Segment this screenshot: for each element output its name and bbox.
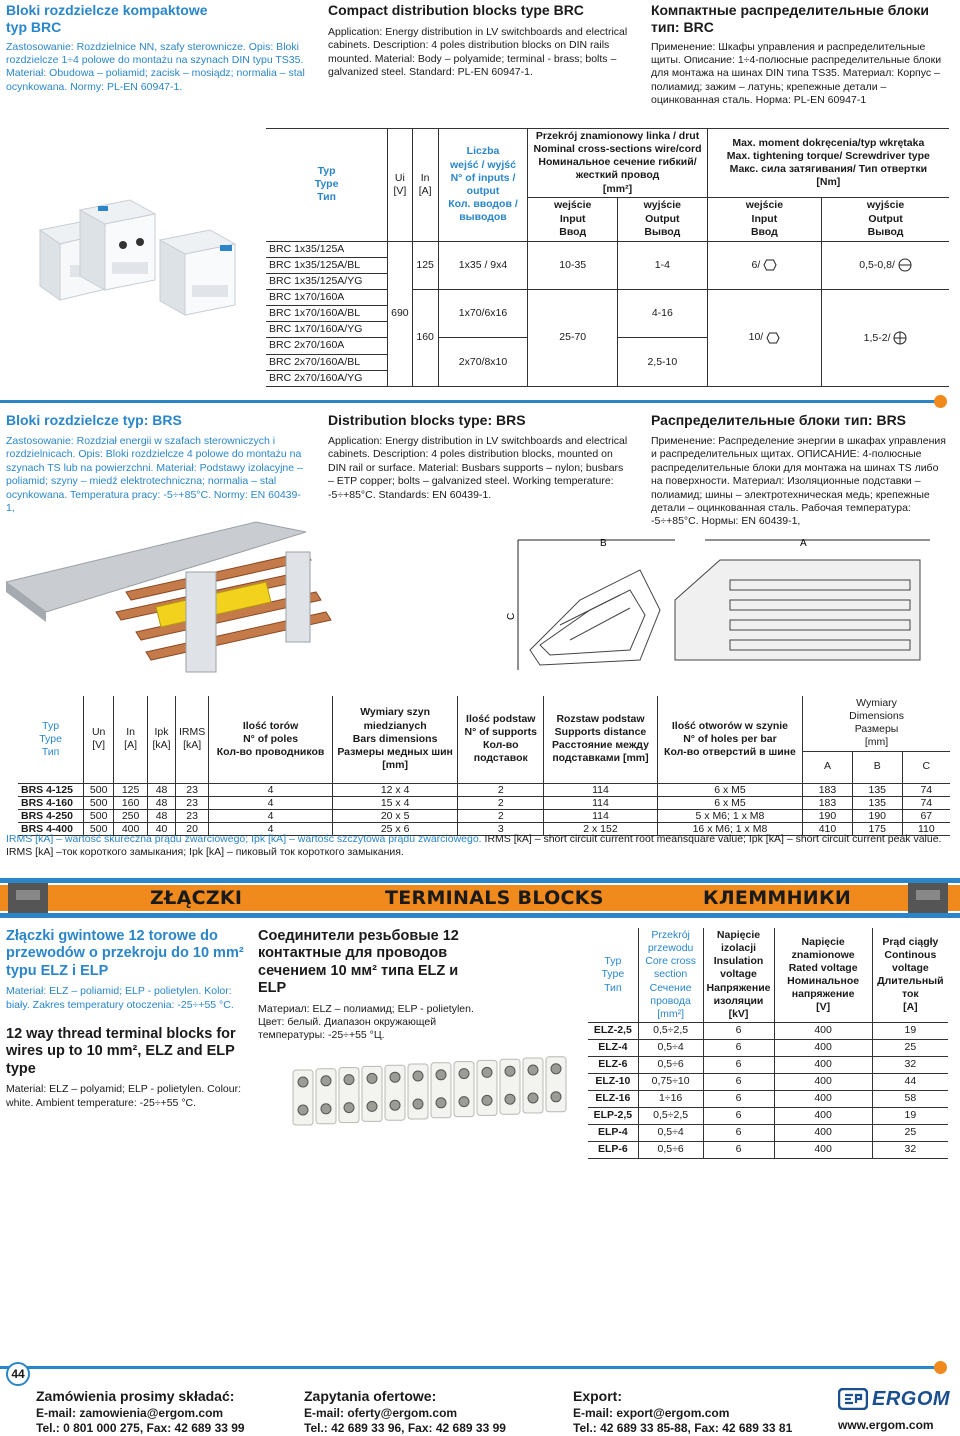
brc-tq-out-2 — [822, 290, 949, 387]
terminals-ru-title: Соединители резьбовые 12 контактные для проводов сечением 10 мм² типа ELZ и ELP — [258, 928, 459, 997]
terminals-cell: 6 — [703, 1141, 774, 1158]
brs-cell: 175 — [852, 822, 902, 835]
term-h-type: Typ Type Тип — [588, 928, 638, 1022]
brs-ru-title: Распределительные блоки тип: BRS — [651, 412, 907, 428]
terminal-module — [408, 1064, 428, 1119]
brs-h-irms: IRMS [kA] — [176, 696, 209, 783]
terminals-cell: 6 — [703, 1056, 774, 1073]
terminals-cell: 0,5÷2,5 — [638, 1022, 703, 1039]
terminal-module — [385, 1065, 405, 1120]
brc-tq-in-1 — [707, 241, 821, 289]
terminals-cell: 6 — [703, 1039, 774, 1056]
brc-h-sec-in: wejście Input Ввод — [528, 197, 618, 241]
terminal-module — [431, 1063, 451, 1118]
brs-cell: 16 x M6; 1 x M8 — [657, 822, 802, 835]
orders-label: Zamówienia prosimy składać: — [36, 1388, 235, 1404]
brs-cell: 48 — [148, 809, 176, 822]
brc-type-0: BRC 1x35/125A — [266, 241, 388, 257]
terminals-row — [588, 1107, 948, 1124]
brc-sec-out-2: 4-16 — [618, 290, 708, 338]
brs-cell: 135 — [852, 796, 902, 809]
brc-ui: 690 — [388, 241, 413, 386]
brs-h-a: A — [803, 751, 853, 783]
brs-cell: 114 — [544, 796, 658, 809]
term-h-rated-text: Napięcie znamionowe Rated voltage Номинальное напряжение [V] — [787, 935, 860, 1014]
terminals-en-title: 12 way thread terminal blocks for wires up to 10 mm², ELZ and ELP type — [6, 1026, 236, 1077]
brand-name: ERGOM — [872, 1388, 951, 1410]
brc-count-3: 2x70/8x10 — [438, 338, 528, 386]
brc-tq-in-2-text: 10/ — [748, 331, 764, 344]
brs-pl-title: Bloki rozdzielcze typ: BRS — [6, 412, 182, 428]
brc-h-count: Liczba wejść / wyjść N° of inputs / output Кол. вводов / выводов — [438, 129, 528, 242]
brs-pl-block — [6, 412, 306, 515]
terminal-module — [339, 1068, 359, 1123]
terminals-cell: 58 — [872, 1090, 948, 1107]
brs-cell: 23 — [176, 809, 209, 822]
terminals-cell: 44 — [872, 1073, 948, 1090]
brs-cell: 3 — [458, 822, 544, 835]
brs-row — [18, 809, 950, 822]
quote-tel: Tel.: 42 689 33 96, Fax: 42 689 33 99 — [304, 1420, 506, 1435]
brc-type-1: BRC 1x35/125A/BL — [266, 257, 388, 273]
brc-ru-text: Применение: Шкафы управления и распределительные щиты. Описание: 1÷4-полюсные распределительные блоки для монтажа на шинах DIN типа TS35. Материал: Корпус – полиамид; зажим – латунь; крепежные детали – оцинкованная сталь. Норма: PL-EN 60947-1 — [651, 40, 942, 107]
brs-cell: 110 — [902, 822, 950, 835]
quote-email[interactable]: E-mail: oferty@ergom.com — [304, 1405, 458, 1420]
brs-cell: 500 — [84, 822, 114, 835]
brc-pl-text: Zastosowanie: Rozdzielnice NN, szafy sterownicze. Opis: Bloki rozdzielcze 1÷4 polowe do montażu na szynach DIN typu TS35. Materiał: Obudowa – poliamid; zacisk – mosiądz; normalia – stal ocynkowana. Normy: PL-EN 60947-1. — [6, 40, 305, 93]
terminals-cell: 6 — [703, 1124, 774, 1141]
banner-ru: КЛЕММНИКИ — [703, 887, 852, 909]
terminals-cell: 400 — [774, 1056, 872, 1073]
brc-sec-in-2: 25-70 — [528, 290, 618, 387]
brs-cell: 114 — [544, 783, 658, 796]
brc-pl-title2: typ BRC — [6, 18, 62, 35]
terminals-type-cell: ELP-2,5 — [588, 1107, 638, 1124]
terminals-pl-block — [6, 928, 246, 1110]
term-h-current — [872, 928, 948, 1022]
brs-note-ru: IRMS [kA] –ток короткого замыкания; Ipk [kA] – пиковый ток короткого замыкания. — [6, 846, 404, 859]
brs-ru-block — [651, 412, 951, 529]
brc-table — [266, 128, 949, 387]
brc-tq-in-2 — [707, 290, 821, 387]
terminals-cell: 0,5÷2,5 — [638, 1107, 703, 1124]
brc-count-1: 1x35 / 9x4 — [438, 241, 528, 289]
hex-screwdriver-icon — [763, 259, 777, 271]
brc-h-type: Typ Type Тип — [266, 129, 388, 242]
quote-label: Zapytania ofertowe: — [304, 1388, 437, 1404]
brs-cell: 2 — [458, 783, 544, 796]
term-h-ins-text: Napięcie izolacji Insulation voltage Напряжение изоляции [kV] — [706, 929, 771, 1020]
brs-cell: 400 — [114, 822, 148, 835]
brs-cell: 74 — [902, 796, 950, 809]
brs-cell: 250 — [114, 809, 148, 822]
terminals-cell: 400 — [774, 1090, 872, 1107]
brs-cell: 4 — [209, 809, 333, 822]
terminal-module — [523, 1058, 543, 1113]
brc-tq-out-2-text: 1,5-2/ — [863, 331, 891, 344]
terminals-cell: 32 — [872, 1056, 948, 1073]
brc-pl-block — [6, 2, 306, 94]
website[interactable]: www.ergom.com — [838, 1418, 934, 1432]
terminals-cell: 400 — [774, 1022, 872, 1039]
footer-export — [573, 1388, 833, 1436]
brs-header-bar — [0, 400, 935, 403]
brs-product-image — [6, 512, 336, 692]
side-view — [530, 570, 660, 665]
brs-row — [18, 783, 950, 796]
brs-h-c: C — [902, 751, 950, 783]
term-h-core-text: Przekrój przewodu Core cross section Сечение провода [mm²] — [645, 929, 696, 1020]
brs-pl-text: Zastosowanie: Rozdział energii w szafach sterowniczych i rozdzielnicach. Opis: Bloki rozdzielcze 4 polowe do montażu na szynach TS lub na powierzchni. Materiał: Podstawy izolacyjne – poliamid; szyny – miedź elektrotechniczna; normalia – stal ocynkowana. Temperatura pracy: -5÷+85°C. Normy: EN 60439-1, — [6, 434, 303, 514]
brc-h-sec-out: wyjście Output Вывод — [618, 197, 708, 241]
brs-cell: 4 — [209, 783, 333, 796]
brs-cell: 23 — [176, 796, 209, 809]
brc-sec-out-3: 2,5-10 — [618, 338, 708, 386]
terminals-type-cell: ELP-4 — [588, 1124, 638, 1141]
terminals-cell: 400 — [774, 1039, 872, 1056]
brc-tq-in-1-text: 6/ — [751, 258, 761, 271]
terminals-row — [588, 1022, 948, 1039]
brc-type-6: BRC 2x70/160A — [266, 338, 388, 354]
footer-bar — [0, 1366, 935, 1369]
brs-cell: 23 — [176, 783, 209, 796]
terminals-row — [588, 1124, 948, 1141]
brc-h-in: In [A] — [412, 129, 438, 242]
brs-cell: 20 x 5 — [332, 809, 458, 822]
brs-cell: 2 — [458, 796, 544, 809]
terminals-cell: 1÷16 — [638, 1090, 703, 1107]
brs-cell: 67 — [902, 809, 950, 822]
brs-dimension-drawing — [500, 530, 940, 690]
brs-cell: 48 — [148, 783, 176, 796]
terminals-type-cell: ELZ-2,5 — [588, 1022, 638, 1039]
brs-cell: 500 — [84, 809, 114, 822]
brs-cell: 6 x M5 — [657, 783, 802, 796]
brc-type-4: BRC 1x70/160A/BL — [266, 306, 388, 322]
terminal-left-icon — [8, 883, 48, 913]
banner-en: TERMINALS BLOCKS — [385, 887, 604, 909]
brc-h-section: Przekrój znamionowy linka / drut Nominal cross-sections wire/cord Номинальное сечение гибкий/жесткий провод [mm²] — [528, 129, 707, 198]
brs-cell: 135 — [852, 783, 902, 796]
brs-note-en: IRMS [kA] – short circuit current root meansquare value; Ipk [kA] – short circuit current peak value. — [484, 833, 942, 845]
orders-tel: Tel.: 0 801 000 275, Fax: 42 689 33 99 — [36, 1420, 245, 1435]
export-email[interactable]: E-mail: export@ergom.com — [573, 1405, 730, 1420]
cross-screwdriver-icon — [893, 331, 907, 345]
terminals-cell: 6 — [703, 1090, 774, 1107]
terminals-cell: 0,5÷6 — [638, 1056, 703, 1073]
brs-cell: 40 — [148, 822, 176, 835]
brs-note-pl: IRMS [kA] – wartość skureczna prądu zwarciowego; Ipk [kA] – wartość szczytowa prądu zwarciowego. — [6, 833, 482, 845]
brc-en-title: Compact distribution blocks type BRC — [328, 2, 584, 18]
brs-h-holes: Ilość otworów w szynie N° of holes per bar Кол-во отверстий в шине — [657, 696, 802, 783]
brs-cell: 4 — [209, 822, 333, 835]
brs-cell: 12 x 4 — [332, 783, 458, 796]
terminals-row — [588, 1073, 948, 1090]
brs-cell: 6 x M5 — [657, 796, 802, 809]
terminals-table-body — [588, 1022, 948, 1158]
terminal-module — [316, 1069, 336, 1124]
brs-cell: 125 — [114, 783, 148, 796]
brs-cell: 2 x 152 — [544, 822, 658, 835]
term-h-core — [638, 928, 703, 1022]
terminals-cell: 0,75÷10 — [638, 1073, 703, 1090]
brs-cell: 160 — [114, 796, 148, 809]
terminals-ru-block — [258, 928, 480, 1043]
brc-pl-title1: Bloki rozdzielcze kompaktowe — [6, 2, 208, 18]
brc-h-tq-out: wyjście Output Вывод — [822, 197, 949, 241]
brs-cell: 183 — [803, 796, 853, 809]
brc-type-3: BRC 1x70/160A — [266, 290, 388, 306]
brc-type-8: BRC 2x70/160A/YG — [266, 370, 388, 386]
brs-h-type: Typ Type Тип — [18, 696, 84, 783]
terminals-table — [588, 928, 948, 1159]
terminals-type-cell: ELZ-16 — [588, 1090, 638, 1107]
ergom-logo-icon — [838, 1388, 868, 1410]
terminals-cell: 6 — [703, 1073, 774, 1090]
brs-type-cell: BRS 4-250 — [18, 809, 84, 822]
terminal-module — [500, 1059, 520, 1114]
brs-type-cell: BRS 4-125 — [18, 783, 84, 796]
ergom-logo — [838, 1387, 956, 1411]
brs-type-cell: BRS 4-160 — [18, 796, 84, 809]
brs-cell: 410 — [803, 822, 853, 835]
terminals-row — [588, 1056, 948, 1073]
dim-a-label: A — [800, 538, 807, 549]
terminal-module — [454, 1062, 474, 1117]
brs-h-in: In [A] — [114, 696, 148, 783]
brs-cell: 15 x 4 — [332, 796, 458, 809]
page-number: 44 — [11, 1367, 25, 1381]
terminals-cell: 19 — [872, 1107, 948, 1124]
terminals-cell: 0,5÷4 — [638, 1124, 703, 1141]
terminal-module — [546, 1057, 566, 1112]
brc-tq-out-1 — [822, 241, 949, 289]
terminals-cell: 400 — [774, 1073, 872, 1090]
brs-cell: 2 — [458, 809, 544, 822]
terminals-cell: 6 — [703, 1022, 774, 1039]
terminals-cell: 32 — [872, 1141, 948, 1158]
footer-orders — [36, 1388, 296, 1436]
term-h-ins — [703, 928, 774, 1022]
terminal-module — [362, 1066, 382, 1121]
brs-h-bars: Wymiary szyn miedzianych Bars dimensions Размеры медных шин [mm] — [332, 696, 458, 783]
brs-ru-text: Применение: Распределение энергии в шкафах управления и распределительных щитах. ОПИСАНИЕ: 4-полюсные распределительные блоки для монтажа на шинах TS либо на поверхности. Материал: Изоляционные подставки – полиамид; шины – электротехническая медь; крепежные детали – оцинкованная сталь. Рабочая температура: -5÷+85°С. Нормы: EN 60439-1, — [651, 434, 946, 528]
brs-cell: 4 — [209, 796, 333, 809]
brs-table-body — [18, 783, 950, 835]
terminal-strip-image — [285, 1050, 585, 1140]
brs-row — [18, 796, 950, 809]
footer-quote — [304, 1388, 564, 1436]
brc-h-tq-in: wejście Input Ввод — [707, 197, 821, 241]
export-label: Export: — [573, 1388, 622, 1404]
dim-b-label: B — [600, 538, 607, 549]
dim-c-label: C — [506, 612, 517, 620]
brs-cell: 190 — [852, 809, 902, 822]
brc-ru-block — [651, 2, 951, 108]
term-h-current-text: Prąd ciągły Continous voltage Длительный ток [A] — [877, 935, 944, 1014]
brc-type-7: BRC 2x70/160A/BL — [266, 354, 388, 370]
brs-table — [18, 696, 950, 836]
terminals-type-cell: ELZ-10 — [588, 1073, 638, 1090]
brs-cell: 183 — [803, 783, 853, 796]
brc-product-image — [20, 190, 250, 320]
page-number-badge — [6, 1362, 30, 1386]
terminals-cell: 0,5÷6 — [638, 1141, 703, 1158]
terminals-cell: 400 — [774, 1124, 872, 1141]
brs-cell: 114 — [544, 809, 658, 822]
brs-cell: 25 x 6 — [332, 822, 458, 835]
brs-h-supports: Ilość podstaw N° of supports Кол-во подставок — [458, 696, 544, 783]
export-tel: Tel.: 42 689 33 85-88, Fax: 42 689 33 81 — [573, 1420, 793, 1435]
terminals-cell: 25 — [872, 1039, 948, 1056]
terminals-ru-text: Материал: ELZ – полиамид; ELP - polietylen. Цвет: белый. Диапазон окружающей температуры: -25÷+55 °Ц. — [258, 1002, 474, 1042]
terminals-type-cell: ELZ-6 — [588, 1056, 638, 1073]
term-h-rated — [774, 928, 872, 1022]
brs-h-dims: Wymiary Dimensions Размеры [mm] — [803, 696, 950, 751]
brc-sec-in-1: 10-35 — [528, 241, 618, 289]
brc-count-2: 1x70/6x16 — [438, 290, 528, 338]
terminals-pl-text: Materiał: ELZ – poliamid; ELP - polietylen. Kolor: biały. Zakres temperatury otoczenia: -25÷+55 °C. — [6, 985, 234, 1011]
brs-h-poles: Ilość torów N° of poles Кол-во проводников — [209, 696, 333, 783]
brs-cell: 500 — [84, 796, 114, 809]
terminal-module — [477, 1060, 497, 1115]
brc-sec-out-1: 1-4 — [618, 241, 708, 289]
brc-en-text: Application: Energy distribution in LV switchboards and electrical cabinets. Description: 4 poles distribution blocks on DIN rails mounted. Material: Body – polyamide; terminal - brass; bolts – galvanized steel. Standard: PL-EN 60947-1. — [328, 25, 628, 79]
brc-en-block — [328, 2, 632, 80]
terminal-module — [293, 1070, 313, 1125]
brc-ru-title: Компактные распределительные блоки тип: BRC — [651, 2, 929, 35]
flat-screwdriver-icon — [898, 258, 912, 272]
terminals-cell: 25 — [872, 1124, 948, 1141]
brs-h-un: Un [V] — [84, 696, 114, 783]
brs-cell: 190 — [803, 809, 853, 822]
brc-in-2: 160 — [412, 290, 438, 387]
brc-h-torque: Max. moment dokręcenia/typ wkrętaka Max. tightening torque/ Screwdriver type Макс. сила затягивания/ Тип отвертки [Nm] — [707, 129, 949, 198]
front-view — [675, 560, 920, 660]
brs-h-distance: Rozstaw podstaw Supports distance Расстояние между подставками [mm] — [544, 696, 658, 783]
brc-type-2: BRC 1x35/125A/YG — [266, 273, 388, 289]
terminals-pl-title: Złączki gwintowe 12 torowe do przewodów o przekroju do 10 mm² typu ELZ i ELP — [6, 928, 244, 979]
hex-screwdriver-icon — [766, 332, 780, 344]
brs-en-text: Application: Energy distribution in LV switchboards and electrical cabinets. Description: 4 poles distribution blocks, mounted on DIN rail or surface. Material: Busbars supports – nylon; busbars – ETP copper; bolts – galvanized steel. Working temperature: -5÷+85°C. Standards: EN 60439-1. — [328, 434, 628, 501]
terminals-cell: 400 — [774, 1107, 872, 1124]
brc-block-3 — [160, 230, 235, 315]
brs-cell: 20 — [176, 822, 209, 835]
brs-type-cell: BRS 4-400 — [18, 822, 84, 835]
orders-email[interactable]: E-mail: zamowienia@ergom.com — [36, 1405, 224, 1420]
brs-h-ipk: Ipk [kA] — [148, 696, 176, 783]
brc-tq-out-1-text: 0,5-0,8/ — [859, 259, 895, 272]
terminals-type-cell: ELZ-4 — [588, 1039, 638, 1056]
brs-cell: 500 — [84, 783, 114, 796]
terminals-cell: 19 — [872, 1022, 948, 1039]
brs-en-block — [328, 412, 628, 502]
terminals-cell: 6 — [703, 1107, 774, 1124]
banner-pl: ZŁĄCZKI — [150, 887, 243, 909]
terminals-row — [588, 1039, 948, 1056]
terminals-row — [588, 1141, 948, 1158]
brc-type-5: BRC 1x70/160A/YG — [266, 322, 388, 338]
terminals-en-text: Material: ELZ – polyamid; ELP - polietylen. Colour: white. Ambient temperature: -25÷+55 °C. — [6, 1083, 241, 1109]
brc-h-ui: Ui [V] — [388, 129, 413, 242]
brs-notes — [6, 833, 951, 860]
brc-block-2 — [80, 200, 155, 290]
terminals-cell: 0,5÷4 — [638, 1039, 703, 1056]
brs-cell: 5 x M6; 1 x M8 — [657, 809, 802, 822]
brs-cell: 74 — [902, 783, 950, 796]
terminals-row — [588, 1090, 948, 1107]
terminals-cell: 400 — [774, 1141, 872, 1158]
brs-cell: 48 — [148, 796, 176, 809]
brc-in-1: 125 — [412, 241, 438, 289]
terminal-right-icon — [908, 883, 948, 913]
brs-h-b: B — [852, 751, 902, 783]
brs-en-title: Distribution blocks type: BRS — [328, 412, 526, 428]
terminals-type-cell: ELP-6 — [588, 1141, 638, 1158]
